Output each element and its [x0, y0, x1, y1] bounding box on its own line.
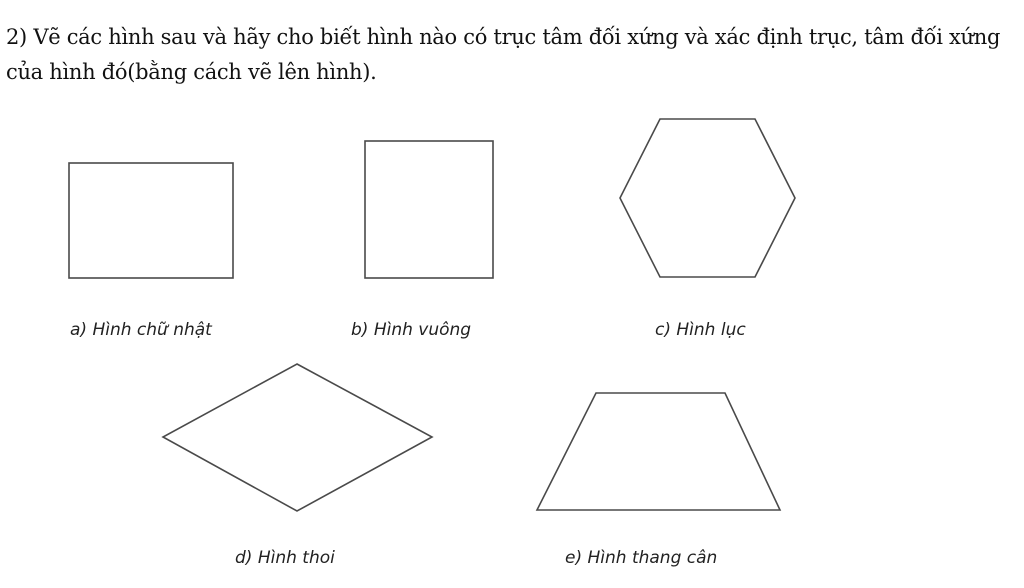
caption-hexagon: c) Hình lục [655, 320, 746, 340]
caption-square: b) Hình vuông [351, 320, 472, 340]
exercise-question: 2) Vẽ các hình sau và hãy cho biết hình nào có trục tâm đối xứng và xác định trục, tâm đối xứng của hình đó(bằng cách vẽ lên hình). [6, 25, 1001, 84]
isosceles-trapezoid-figure [537, 393, 780, 510]
caption-trapezoid: e) Hình thang cân [565, 548, 718, 568]
caption-rhombus: d) Hình thoi [235, 548, 335, 568]
hexagon-figure [620, 119, 795, 277]
rectangle-figure [69, 163, 233, 278]
rhombus-figure [163, 364, 432, 511]
caption-rectangle: a) Hình chữ nhật [70, 320, 212, 340]
square-figure [365, 141, 493, 278]
